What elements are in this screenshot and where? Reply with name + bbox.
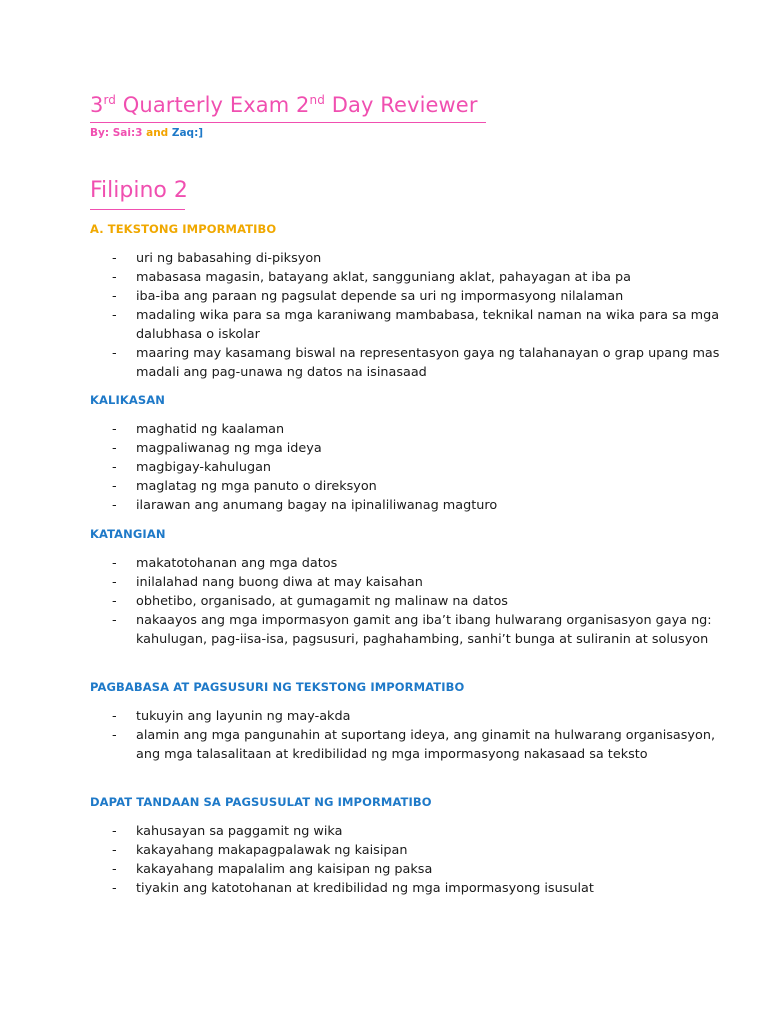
bullet-dash: - [112,843,117,858]
list-item [0,496,768,515]
list-item-text: madaling wika para sa mga karaniwang mambabasa, teknikal naman na wika para sa mga dalubhasa o iskolar [136,308,720,342]
list-item-text: maglatag ng mga panuto o direksyon [136,479,377,494]
bullet-list [0,420,768,515]
list-item-text: uri ng babasahing di-piksyon [136,251,322,266]
bullet-dash: - [112,594,117,609]
list-item [0,822,768,841]
list-item [0,477,768,496]
list-item [0,458,768,477]
list-item [0,268,768,287]
byline [90,127,203,139]
section-heading: PAGBABASA AT PAGSUSURI NG TEKSTONG IMPORMATIBO [90,680,465,694]
list-item [0,306,768,344]
byline-author-zaq: Zaq:] [171,127,204,139]
list-item [0,841,768,860]
list-item [0,726,768,764]
bullet-dash: - [112,709,117,724]
list-item-text: alamin ang mga pangunahin at suportang ideya, ang ginamit na hulwarang organisasyon, ang mga talasalitaan at kredibilidad ng mga impormasyong nakasaad sa teksto [136,728,716,762]
bullet-dash: - [112,270,117,285]
bullet-dash: - [112,613,117,628]
list-item [0,554,768,573]
list-item [0,249,768,268]
list-item-text: kakayahang makapagpalawak ng kaisipan [136,843,408,858]
list-item-text: mabasasa magasin, batayang aklat, sangguniang aklat, pahayagan at iba pa [136,270,631,285]
bullet-list [0,707,768,764]
bullet-dash: - [112,479,117,494]
list-item [0,344,768,382]
list-item [0,420,768,439]
list-item-text: obhetibo, organisado, at gumagamit ng malinaw na datos [136,594,508,609]
bullet-list [0,822,768,898]
list-item [0,439,768,458]
subject-heading: Filipino 2 [90,178,188,203]
section-heading: DAPAT TANDAAN SA PAGSUSULAT NG IMPORMATIBO [90,795,432,809]
list-item-text: iba-iba ang paraan ng pagsulat depende sa uri ng impormasyong nilalaman [136,289,624,304]
bullet-dash: - [112,422,117,437]
bullet-dash: - [112,556,117,571]
bullet-dash: - [112,308,117,323]
byline-and: and [142,127,172,139]
bullet-dash: - [112,881,117,896]
document-title [90,93,478,117]
bullet-dash: - [112,728,117,743]
list-item-text: maghatid ng kaalaman [136,422,285,437]
bullet-list [0,249,768,382]
bullet-dash: - [112,575,117,590]
list-item-text: magpaliwanag ng mga ideya [136,441,322,456]
section-heading: KALIKASAN [90,393,165,407]
byline-author-sai: Sai:3 [112,127,143,139]
bullet-dash: - [112,441,117,456]
list-item [0,879,768,898]
list-item [0,592,768,611]
list-item [0,860,768,879]
bullet-dash: - [112,824,117,839]
list-item-text: kakayahang mapalalim ang kaisipan ng paksa [136,862,433,877]
list-item [0,573,768,592]
byline-prefix: By: [90,127,113,139]
title-ordinal-suffix: nd [309,93,325,107]
subject-underline [90,209,185,210]
bullet-dash: - [112,862,117,877]
list-item-text: maaring may kasamang biswal na representasyon gaya ng talahanayan o grap upang mas madali ang pag-unawa ng datos na isinasaad [136,346,720,380]
list-item-text: kahusayan sa paggamit ng wika [136,824,343,839]
list-item-text: ilarawan ang anumang bagay na ipinaliliwanag magturo [136,498,498,513]
list-item [0,611,768,649]
list-item-text: nakaayos ang mga impormasyon gamit ang iba’t ibang hulwarang organisasyon gaya ng: kahulugan, pag-iisa-isa, pagsusuri, paghahambing, sanhi’t bunga at suliranin at solusyon [136,613,712,647]
list-item-text: inilalahad nang buong diwa at may kaisahan [136,575,423,590]
list-item [0,287,768,306]
section-heading: A. TEKSTONG IMPORMATIBO [90,222,277,236]
list-item-text: makatotohanan ang mga datos [136,556,338,571]
title-text-part: Quarterly Exam 2 [116,93,310,117]
bullet-list [0,554,768,649]
bullet-dash: - [112,251,117,266]
title-ordinal-suffix: rd [103,93,117,107]
list-item [0,707,768,726]
bullet-dash: - [112,289,117,304]
title-ordinal-number: 3 [90,93,104,117]
section-heading: KATANGIAN [90,527,166,541]
list-item-text: tiyakin ang katotohanan at kredibilidad ng mga impormasyong isusulat [136,881,594,896]
title-underline [90,122,486,123]
list-item-text: magbigay-kahulugan [136,460,272,475]
title-text-part: Day Reviewer [324,93,478,117]
bullet-dash: - [112,460,117,475]
bullet-dash: - [112,498,117,513]
list-item-text: tukuyin ang layunin ng may-akda [136,709,351,724]
bullet-dash: - [112,346,117,361]
